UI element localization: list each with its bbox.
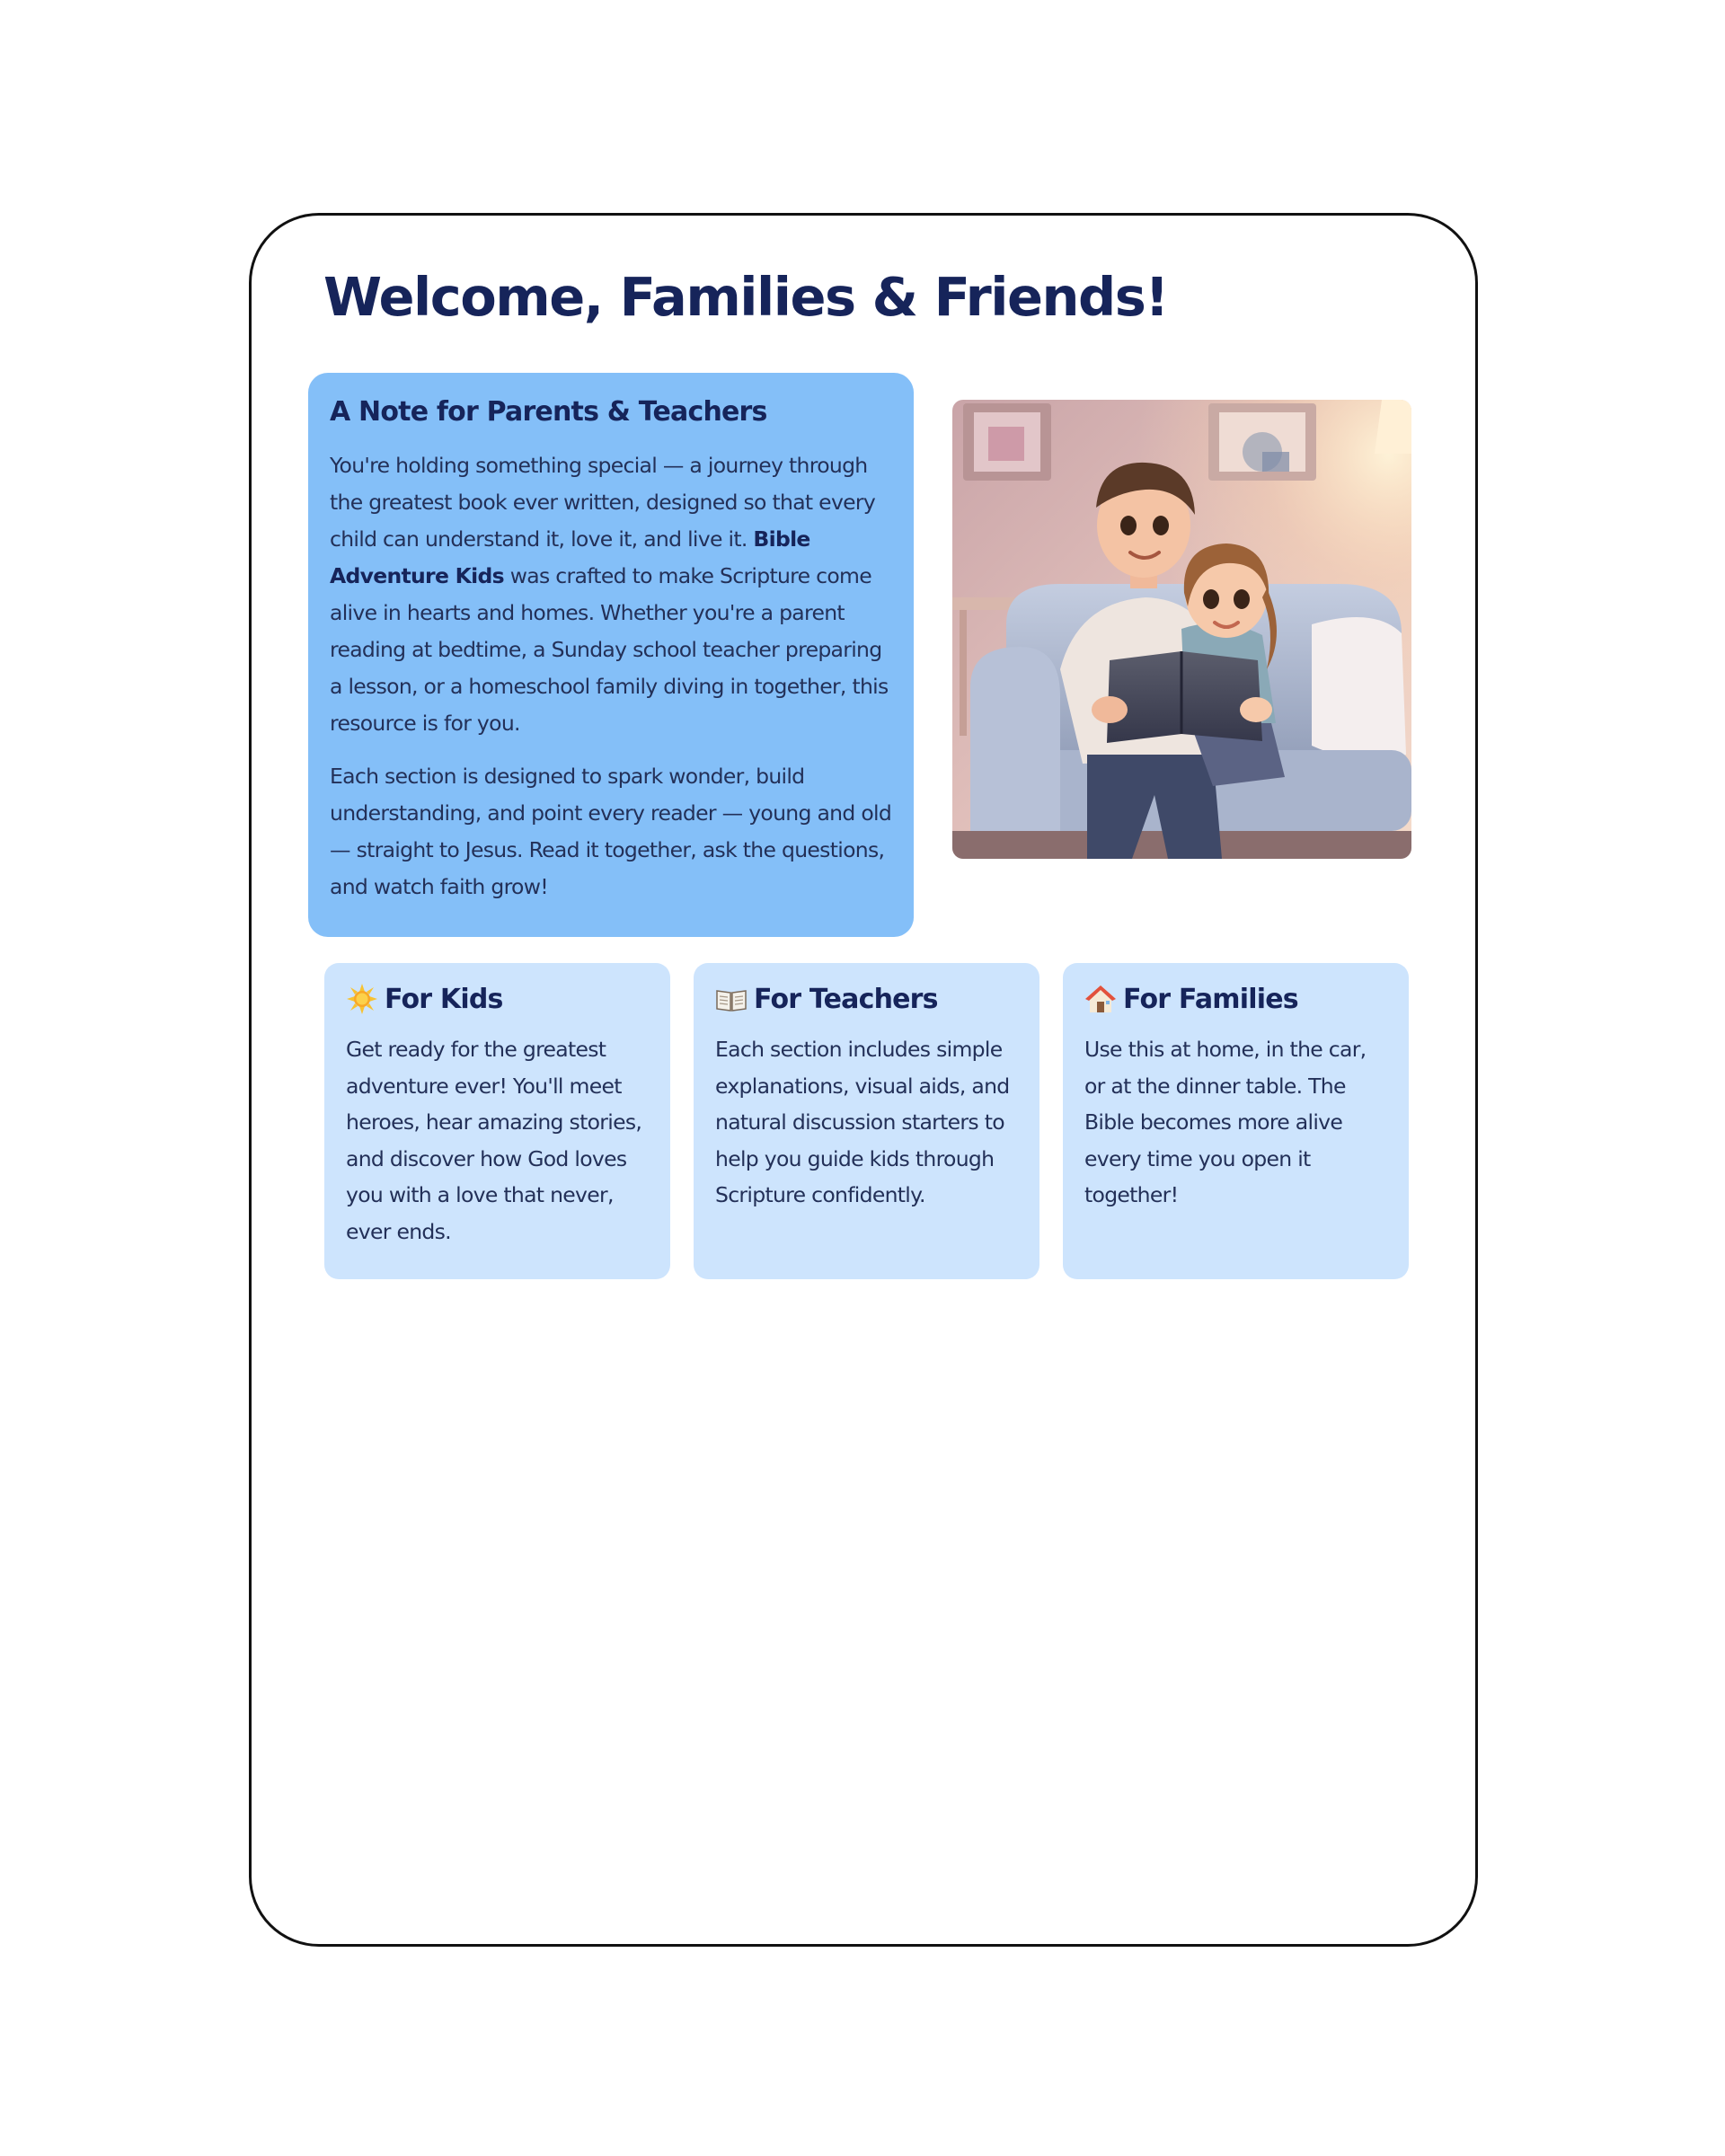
house-icon xyxy=(1084,983,1117,1015)
parents-teachers-note xyxy=(308,373,914,937)
for-kids-card xyxy=(324,963,670,1279)
for-teachers-heading xyxy=(715,983,1020,1015)
for-kids-heading xyxy=(346,983,650,1015)
for-kids-text: Get ready for the greatest adventure ever! You'll meet heroes, hear amazing stories, and discover how God loves you with a love that never, ever ends. xyxy=(346,1037,642,1244)
note-heading: A Note for Parents & Teachers xyxy=(330,396,767,428)
for-teachers-title: For Teachers xyxy=(754,983,938,1015)
page-title: Welcome, Families & Friends! xyxy=(323,266,1168,328)
for-families-card xyxy=(1063,963,1409,1279)
book-name: Bible Adventure Kids xyxy=(330,526,810,588)
for-families-text: Use this at home, in the car, or at the dinner table. The Bible becomes more alive every time you open it together! xyxy=(1084,1037,1367,1207)
sun-icon xyxy=(346,983,378,1015)
note-paragraph-1-rest: was crafted to make Scripture come alive in hearts and homes. Whether you're a parent reading at bedtime, a Sunday school teacher preparing a lesson, or a homeschool family diving in together, this resource is for you. xyxy=(330,563,889,736)
for-families-title: For Families xyxy=(1123,983,1298,1015)
for-kids-title: For Kids xyxy=(385,983,503,1015)
for-families-heading xyxy=(1084,983,1389,1015)
for-teachers-text: Each section includes simple explanations, visual aids, and natural discussion starters to help you guide kids through Scripture confidently. xyxy=(715,1037,1010,1207)
note-paragraph-1-intro: You're holding something special — a journey through the greatest book ever written, designed so that every child can understand it, love it, and live it. xyxy=(330,453,876,552)
for-teachers-card xyxy=(694,963,1039,1279)
open-book-icon xyxy=(715,983,748,1015)
note-paragraph-2: Each section is designed to spark wonder, build understanding, and point every reader — young and old — straight to Jesus. Read it together, ask the questions, and watch faith grow! xyxy=(330,764,892,899)
note-paragraph-1 xyxy=(330,447,892,742)
parent-reading-with-child-illustration xyxy=(952,400,1411,859)
